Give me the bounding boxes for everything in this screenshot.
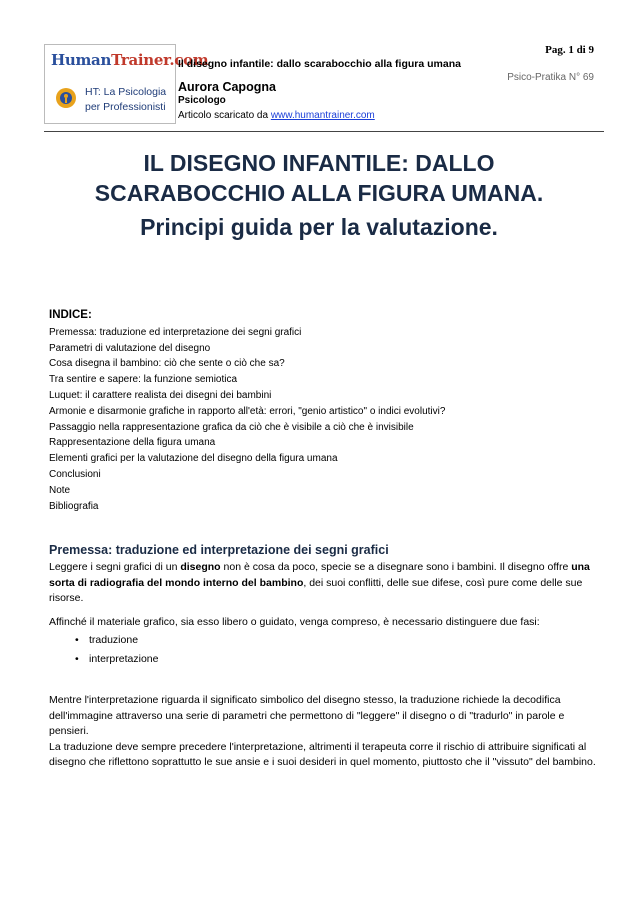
bullet-item: • interpretazione xyxy=(75,652,158,668)
author-name: Aurora Capogna xyxy=(178,80,276,94)
index-item: Cosa disegna il bambino: ciò che sente o ciò che sa? xyxy=(49,358,285,370)
index-item: Elementi grafici per la valutazione del disegno della figura umana xyxy=(49,453,338,465)
author-role: Psicologo xyxy=(178,95,226,106)
humantrainer-link[interactable]: www.humantrainer.com xyxy=(270,110,375,121)
bullet-item: • traduzione xyxy=(75,633,138,649)
index-item: Rappresentazione della figura umana xyxy=(49,437,216,449)
document-title: IL DISEGNO INFANTILE: DALLO SCARABOCCHIO ALLA FIGURA UMANA. Principi guida per la valutazione. xyxy=(94,150,544,240)
index-heading: INDICE: xyxy=(49,309,92,321)
bullet-icon: • xyxy=(75,653,79,665)
header-divider xyxy=(44,131,604,132)
index-item: Premessa: traduzione ed interpretazione dei segni grafici xyxy=(49,326,302,338)
logo-tagline: HT: La Psicologia per Professionisti xyxy=(85,86,167,113)
index-item: Tra sentire e sapere: la funzione semiotica xyxy=(49,374,238,386)
paragraph-interpretation: Mentre l'interpretazione riguarda il significato simbolico del disegno stesso, la traduzione richiede la decodifica dell'immagine attraverso una serie di parametri che permettono di "leggere" il disegno o di "tradurlo" in parole e pensieri. La traduzione deve sempre precedere l'interpretazione, altrimenti il terapeuta corre il rischio di attribuire significati al disegno che riflettono soprattutto le sue ansie e i suoi desideri in quel momento, piuttosto che il "vissuto" del bambino. xyxy=(49,694,596,768)
index-item: Luquet: il carattere realista dei disegni dei bambini xyxy=(49,389,272,401)
section-heading: Premessa: traduzione ed interpretazione dei segni grafici xyxy=(49,543,389,557)
logo-wordmark: HumanTrainer.com xyxy=(51,51,209,69)
paragraph-phases: Affinché il materiale grafico, sia esso libero o guidato, venga compreso, è necessario distinguere due fasi: xyxy=(49,616,540,628)
index-item: Conclusioni xyxy=(49,468,101,480)
table-of-contents xyxy=(49,308,594,514)
page-number: Pag. 1 di 9 xyxy=(545,44,594,56)
index-item: Passaggio nella rappresentazione grafica da ciò che è visibile a ciò che è invisibile xyxy=(49,421,414,433)
index-item: Parametri di valutazione del disegno xyxy=(49,342,211,354)
sun-emblem-icon xyxy=(55,87,77,109)
download-source: Articolo scaricato da www.humantrainer.com xyxy=(178,110,375,121)
bullet-icon: • xyxy=(75,634,79,646)
series-number: Psico-Pratika N° 69 xyxy=(507,72,594,83)
article-running-title: Il disegno infantile: dallo scarabocchio alla figura umana xyxy=(178,58,461,70)
article-meta xyxy=(178,58,478,121)
index-item: Bibliografia xyxy=(49,500,99,512)
index-item: Note xyxy=(49,484,71,496)
paragraph-intro: Leggere i segni grafici di un disegno non è cosa da poco, specie se a disegnare sono i bambini. Il disegno offre una sorta di radiografia del mondo interno del bambino, dei suoi conflitti, delle sue difese, così pure come delle sue risorse. xyxy=(49,561,590,604)
index-item: Armonie e disarmonie grafiche in rapporto all'età: errori, "genio artistico" o indici evolutivi? xyxy=(49,405,446,417)
page-header xyxy=(44,44,604,130)
